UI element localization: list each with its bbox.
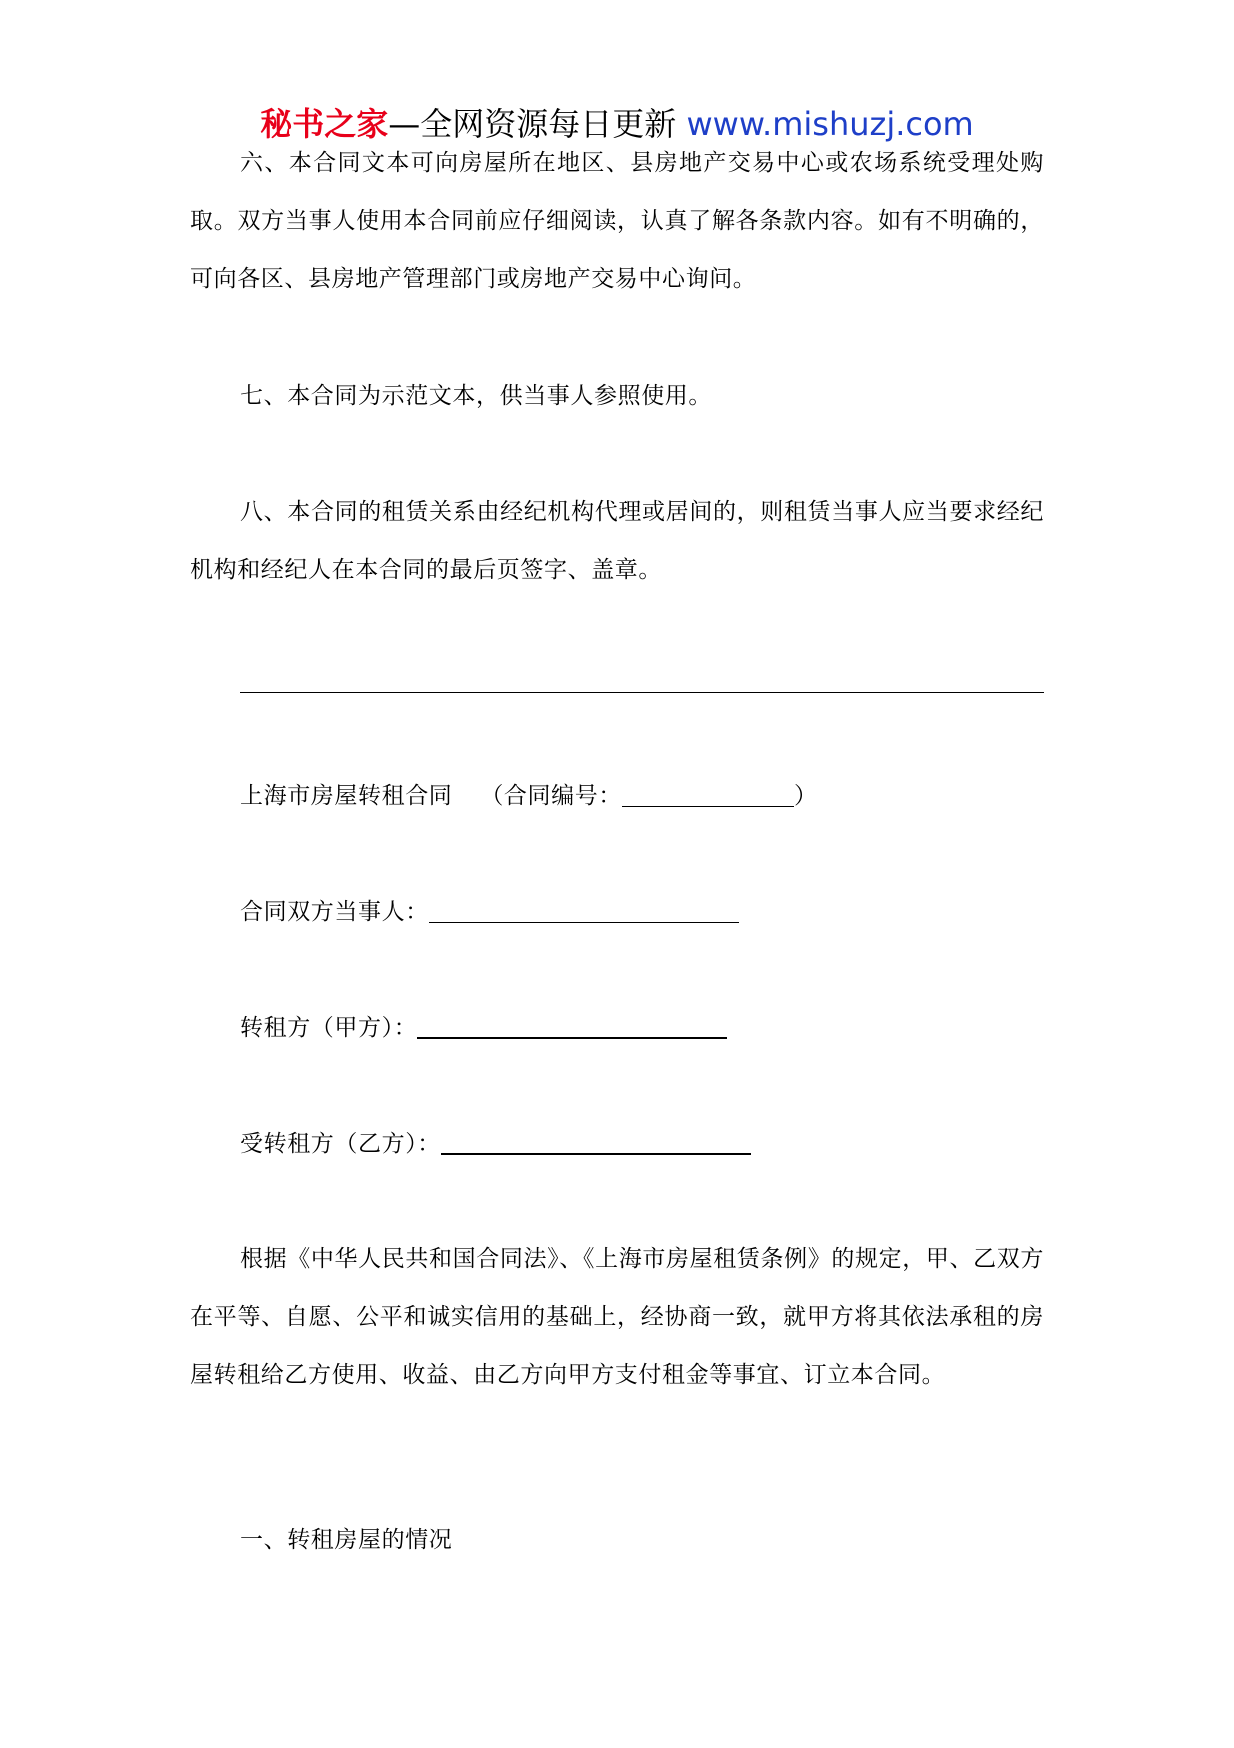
paragraph-8: 八、本合同的租赁关系由经纪机构代理或居间的，则租赁当事人应当要求经纪机构和经纪人在本合同的最后页签字、盖章。 (190, 499, 1044, 583)
section-1-heading: 一、转租房屋的情况 (240, 1527, 453, 1553)
site-brand: 秘书之家 (260, 105, 389, 143)
site-url[interactable]: www.mishuzj.com (686, 105, 974, 143)
contract-number-close: ） (793, 783, 818, 809)
party-b-label: 受转租方（乙方）： (240, 1131, 441, 1157)
paragraph-7: 七、本合同为示范文本，供当事人参照使用。 (240, 383, 712, 409)
contract-title-line (240, 776, 818, 816)
party-a-field[interactable] (417, 1011, 727, 1039)
paragraph-6: 六、本合同文本可向房屋所在地区、县房地产交易中心或农场系统受理处购取。双方当事人使用本合同前应仔细阅读，认真了解各条款内容。如有不明确的，可向各区、县房地产管理部门或房地产交易中心询问。 (190, 150, 1044, 292)
parties-field[interactable] (429, 896, 739, 923)
parties-line (240, 892, 739, 932)
section-divider (240, 692, 1044, 693)
party-a-label: 转租方（甲方）： (240, 1015, 418, 1041)
preamble: 根据《中华人民共和国合同法》、《上海市房屋租赁条例》的规定，甲、乙双方在平等、自愿、公平和诚实信用的基础上，经协商一致，就甲方将其依法承租的房屋转租给乙方使用、收益、由乙方向甲方支付租金等事宜、订立本合同。 (190, 1246, 1044, 1388)
party-b-field[interactable] (441, 1127, 751, 1155)
contract-title: 上海市房屋转租合同 (240, 783, 453, 809)
party-b-line (240, 1124, 751, 1164)
party-a-line (240, 1008, 727, 1048)
site-slogan: —全网资源每日更新 (388, 105, 687, 143)
contract-number-label: （合同编号： (480, 783, 622, 809)
parties-label: 合同双方当事人： (240, 899, 429, 925)
contract-number-field[interactable] (622, 780, 794, 807)
